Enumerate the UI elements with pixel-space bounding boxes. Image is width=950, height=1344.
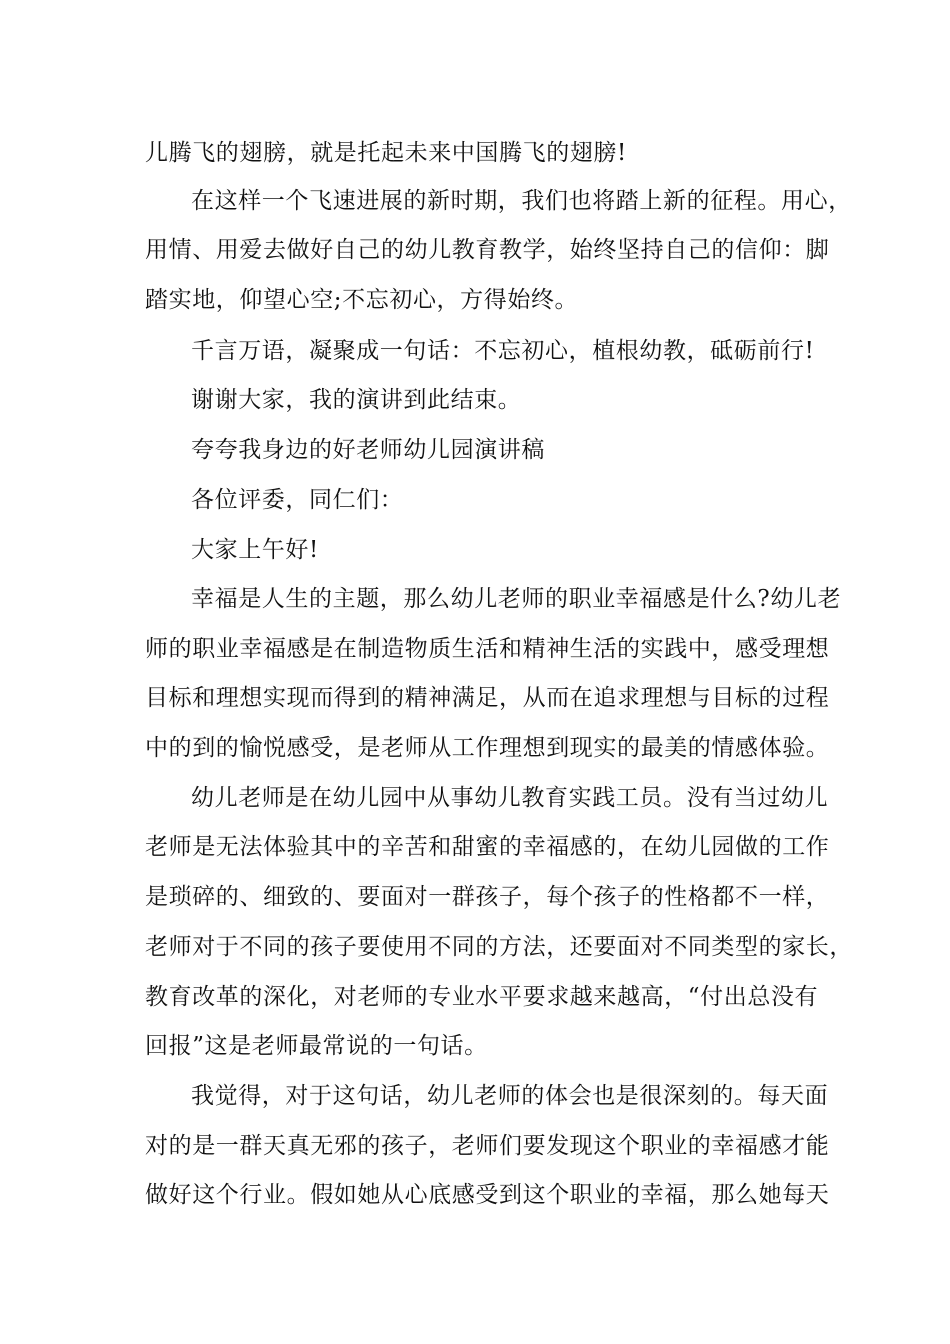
- text-line: 各位评委，同仁们：: [191, 487, 404, 513]
- text-line: 我觉得，对于这句话，幼儿老师的体会也是很深刻的。每天面: [191, 1083, 829, 1109]
- text-line: 幸福是人生的主题，那么幼儿老师的职业幸福感是什么?幼儿老: [191, 586, 842, 612]
- text-line: 儿腾飞的翅膀，就是托起未来中国腾飞的翅膀!: [145, 140, 627, 166]
- text-line: 用情、用爱去做好自己的幼儿教育教学，始终坚持自己的信仰：脚: [145, 237, 830, 263]
- text-line: 师的职业幸福感是在制造物质生活和精神生活的实践中，感受理想: [145, 636, 830, 662]
- text-line: 目标和理想实现而得到的精神满足，从而在追求理想与目标的过程: [145, 685, 830, 711]
- text-line: 教育改革的深化，对老师的专业水平要求越来越高，“付出总没有: [145, 984, 819, 1010]
- text-line: 谢谢大家，我的演讲到此结束。: [191, 387, 522, 413]
- text-line: 是琐碎的、细致的、要面对一群孩子，每个孩子的性格都不一样，: [145, 884, 830, 910]
- text-line: 幼儿老师是在幼儿园中从事幼儿教育实践工员。没有当过幼儿: [191, 785, 829, 811]
- text-line: 对的是一群天真无邪的孩子，老师们要发现这个职业的幸福感才能: [145, 1133, 830, 1159]
- text-line: 老师对于不同的孩子要使用不同的方法，还要面对不同类型的家长，: [145, 934, 853, 960]
- text-line: 回报”这是老师最常说的一句话。: [145, 1033, 488, 1059]
- text-line: 千言万语，凝聚成一句话：不忘初心，植根幼教，砥砺前行!: [191, 338, 815, 364]
- text-line: 夸夸我身边的好老师幼儿园演讲稿: [191, 437, 545, 463]
- text-line: 在这样一个飞速进展的新时期，我们也将踏上新的征程。用心，: [191, 188, 852, 214]
- text-line: 中的到的愉悦感受，是老师从工作理想到现实的最美的情感体验。: [145, 735, 830, 761]
- text-line: 老师是无法体验其中的辛苦和甜蜜的幸福感的，在幼儿园做的工作: [145, 834, 830, 860]
- text-line: 做好这个行业。假如她从心底感受到这个职业的幸福，那么她每天: [145, 1182, 830, 1208]
- text-line: 踏实地，仰望心空;不忘初心，方得始终。: [145, 287, 579, 313]
- text-line: 大家上午好!: [191, 537, 319, 563]
